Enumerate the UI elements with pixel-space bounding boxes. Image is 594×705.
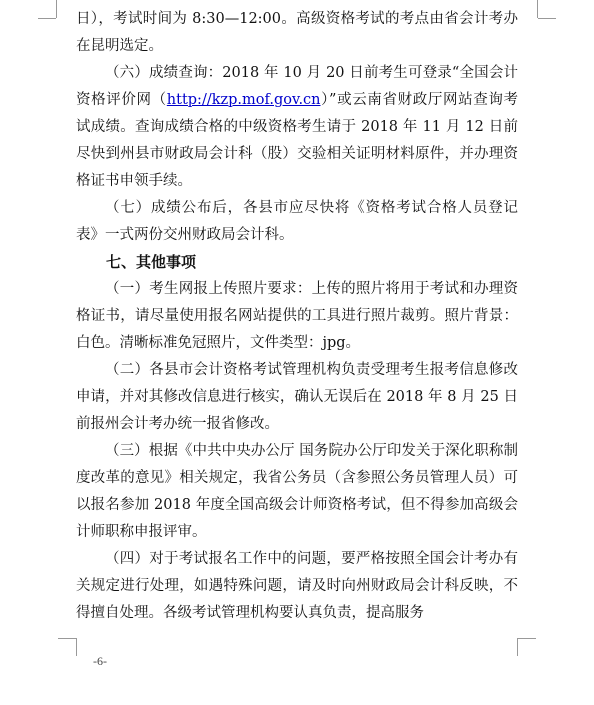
section-heading: 七、其他事项: [106, 253, 197, 271]
paragraph: （四）对于考试报名工作中的问题，要严格按照全国会计考办有关规定进行处理，如遇特殊问题，请及时向州财政局会计科反映，不得擅自处理。各级考试管理机构要认真负责，提高服务: [76, 551, 518, 621]
paragraph-text: （六）成绩查询：2018 年 10 月 20 日前考生可登录“全国会计资格评价网（: [76, 65, 518, 108]
paragraph: （一）考生网报上传照片要求：上传的照片将用于考试和办理资格证书，请尽量使用报名网站提供的工具进行照片裁剪。照片背景：白色。清晰标准免冠照片，文件类型：jpg。: [76, 281, 518, 351]
page-number: -6-: [93, 654, 107, 668]
paragraph: （七）成绩公布后，各县市应尽快将《资格考试合格人员登记表》一式两份交州财政局会计科。: [76, 200, 518, 243]
document-body: [76, 6, 518, 627]
crop-mark-bottom-left-h: [58, 638, 76, 639]
paragraph: [76, 60, 518, 195]
crop-mark-bottom-right-h: [518, 638, 536, 639]
crop-mark-top-right-h: [538, 18, 556, 19]
crop-mark-top-right-v: [537, 0, 538, 18]
paragraph: （二）各县市会计资格考试管理机构负责受理考生报考信息修改申请，并对其修改信息进行核实，确认无误后在 2018 年 8 月 25 日前报州会计考办统一报省修改。: [76, 362, 518, 432]
crop-mark-top-left-h: [38, 18, 56, 19]
crop-mark-bottom-left-v: [76, 638, 77, 656]
paragraph-text: ）”或云南省财政厅网站查询考试成绩。查询成绩合格的中级资格考生请于 2018 年 11 月 12 日前尽快到州县市财政局会计科（股）交验相关证明材料原件，并办理资格证书申领手续。: [76, 92, 518, 189]
crop-mark-top-left-v: [56, 0, 57, 18]
continuation-paragraph: 日），考试时间为 8:30—12:00。高级资格考试的考点由省会计考办在昆明选定。: [76, 11, 518, 54]
website-link[interactable]: http://kzp.mof.gov.cn: [166, 92, 321, 108]
paragraph: （三）根据《中共中央办公厅 国务院办公厅印发关于深化职称制度改革的意见》相关规定，我省公务员（含参照公务员管理人员）可以报名参加 2018 年度全国高级会计师资格考试，但不得参加高级会计师职称申报评审。: [76, 443, 518, 540]
crop-mark-bottom-right-v: [517, 638, 518, 656]
